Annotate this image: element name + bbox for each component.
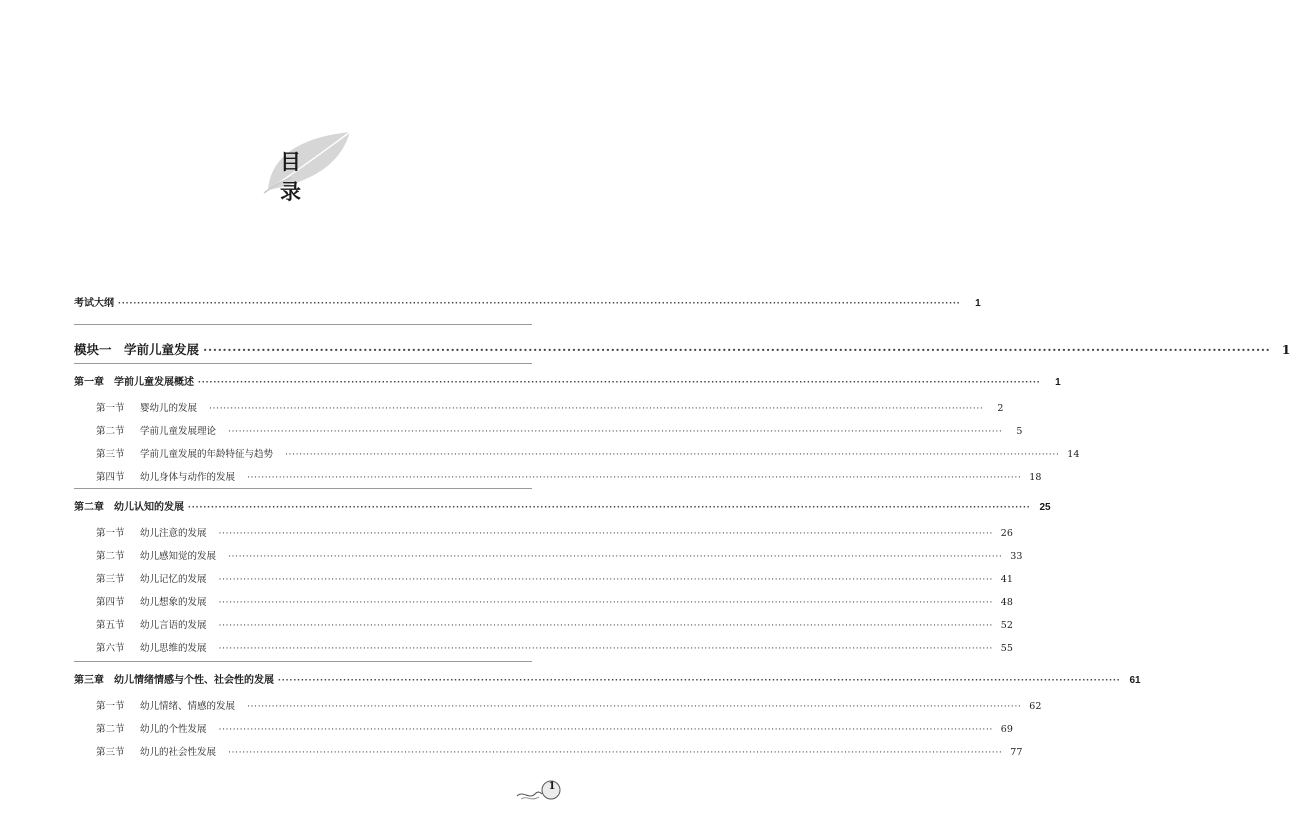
toc-section-title: 幼儿的社会性发展 [140, 747, 217, 758]
toc-page-number: 41 [1000, 574, 1013, 585]
dot-leader: ···························································································································································································································· [209, 403, 984, 414]
toc-chapter-entry[interactable] [74, 671, 1141, 686]
dot-leader: ···························································································································································································································· [218, 724, 993, 735]
toc-section-title: 幼儿感知觉的发展 [140, 551, 217, 562]
toc-entry-title: 考试大纲 [74, 298, 114, 309]
toc-page-number: 1 [975, 298, 981, 309]
divider [74, 488, 532, 489]
dot-leader: ···························································································································································································································· [228, 426, 1003, 437]
toc-entry-title [96, 594, 207, 608]
toc-entry-title [96, 400, 197, 414]
toc-section-entry[interactable] [74, 594, 1013, 608]
toc-section-title: 幼儿记忆的发展 [140, 574, 207, 585]
divider [74, 661, 532, 662]
toc-section-number: 第一节 [96, 403, 125, 414]
toc-section-title: 学前儿童发展的年龄特征与趋势 [140, 449, 274, 460]
dot-leader: ···························································································································································································································· [285, 449, 1060, 460]
dot-leader: ···························································································································································································································· [118, 298, 961, 309]
toc-entry-title [96, 721, 207, 735]
dot-leader: ···························································································································································································································· [247, 472, 1022, 483]
toc-section-title: 幼儿想象的发展 [140, 597, 207, 608]
toc-section-number: 第三节 [96, 574, 125, 585]
dot-leader: ···························································································································································································································· [188, 502, 1031, 513]
toc-page-number: 25 [1039, 502, 1051, 513]
toc-page-number: 2 [997, 403, 1004, 414]
toc-chapter-entry[interactable] [74, 498, 1051, 513]
toc-section-title: 幼儿注意的发展 [140, 528, 207, 539]
toc-section-title: 婴幼儿的发展 [140, 403, 198, 414]
dot-leader: ···························································································································································································································· [203, 342, 1271, 357]
toc-entry-title: 模块一 学前儿童发展 [74, 342, 200, 357]
toc-section-entry[interactable] [74, 698, 1042, 712]
toc-section-entry[interactable] [74, 571, 1013, 585]
toc-page-number: 26 [1000, 528, 1013, 539]
toc-section-entry[interactable] [74, 525, 1013, 539]
toc-entry-title [96, 744, 216, 758]
dot-leader: ···························································································································································································································· [218, 528, 993, 539]
toc-section-entry[interactable] [74, 617, 1013, 631]
toc-entry-title [96, 469, 235, 483]
toc-section-number: 第四节 [96, 472, 125, 483]
toc-section-title: 幼儿情绪、情感的发展 [140, 701, 236, 712]
page-number-badge [515, 778, 559, 804]
toc-section-entry[interactable] [74, 400, 1004, 414]
dot-leader: ···························································································································································································································· [218, 643, 993, 654]
toc-page-number: 14 [1067, 449, 1080, 460]
dot-leader: ···························································································································································································································· [247, 701, 1022, 712]
toc-page-number: 1 [1055, 377, 1061, 388]
toc-section-entry[interactable] [74, 446, 1080, 460]
toc-section-number: 第二节 [96, 426, 125, 437]
toc-page-number: 77 [1010, 747, 1023, 758]
dot-leader: ···························································································································································································································· [218, 620, 993, 631]
page-title: 目 录 [280, 149, 313, 204]
toc-section-entry[interactable] [74, 721, 1013, 735]
toc-section-number: 第二节 [96, 724, 125, 735]
toc-entry-title: 第三章 幼儿情绪情感与个性、社会性的发展 [74, 675, 274, 686]
toc-entry-title: 第二章 幼儿认知的发展 [74, 502, 184, 513]
divider [74, 324, 532, 325]
toc-section-number: 第二节 [96, 551, 125, 562]
toc-section-entry[interactable] [74, 640, 1013, 654]
dot-leader: ···························································································································································································································· [228, 551, 1003, 562]
dot-leader: ···························································································································································································································· [218, 574, 993, 585]
toc-section-title: 幼儿思维的发展 [140, 643, 207, 654]
toc-page-number: 55 [1000, 643, 1013, 654]
toc-page-number: 48 [1000, 597, 1013, 608]
toc-section-entry[interactable] [74, 423, 1023, 437]
toc-section-number: 第五节 [96, 620, 125, 631]
toc-page-number: 1 [1281, 342, 1290, 357]
toc-chapter-entry[interactable] [74, 373, 1061, 388]
toc-entry-title [96, 525, 207, 539]
toc-page-number: 33 [1010, 551, 1023, 562]
dot-leader: ···························································································································································································································· [278, 675, 1121, 686]
toc-entry-title: 第一章 学前儿童发展概述 [74, 377, 194, 388]
toc-section-number: 第三节 [96, 747, 125, 758]
dot-leader: ···························································································································································································································· [218, 597, 993, 608]
toc-section-number: 第三节 [96, 449, 125, 460]
toc-section-number: 第四节 [96, 597, 125, 608]
toc-outline-entry[interactable] [74, 294, 981, 309]
toc-entry-title [96, 446, 273, 460]
toc-page-number: 69 [1000, 724, 1013, 735]
toc-page-number: 61 [1129, 675, 1141, 686]
toc-section-number: 第六节 [96, 643, 125, 654]
toc-section-number: 第一节 [96, 701, 125, 712]
toc-section-number: 第一节 [96, 528, 125, 539]
toc-entry-title [96, 548, 216, 562]
dot-leader: ···························································································································································································································· [198, 377, 1041, 388]
title-decoration [262, 128, 358, 204]
toc-section-entry[interactable] [74, 469, 1042, 483]
toc-section-title: 幼儿言语的发展 [140, 620, 207, 631]
toc-section-entry[interactable] [74, 744, 1023, 758]
toc-entry-title [96, 698, 235, 712]
toc-page-number: 62 [1029, 701, 1042, 712]
toc-section-title: 幼儿身体与动作的发展 [140, 472, 236, 483]
toc-module-entry[interactable] [74, 340, 1290, 358]
toc-section-title: 幼儿的个性发展 [140, 724, 207, 735]
toc-section-title: 学前儿童发展理论 [140, 426, 217, 437]
toc-entry-title [96, 617, 207, 631]
toc-page-number: 5 [1016, 426, 1023, 437]
dot-leader: ···························································································································································································································· [228, 747, 1003, 758]
toc-page-number: 52 [1000, 620, 1013, 631]
toc-entry-title [96, 640, 207, 654]
toc-page-number: 18 [1029, 472, 1042, 483]
toc-section-entry[interactable] [74, 548, 1023, 562]
toc-entry-title [96, 423, 216, 437]
page-number: 1 [548, 781, 556, 792]
divider [74, 363, 532, 364]
toc-entry-title [96, 571, 207, 585]
